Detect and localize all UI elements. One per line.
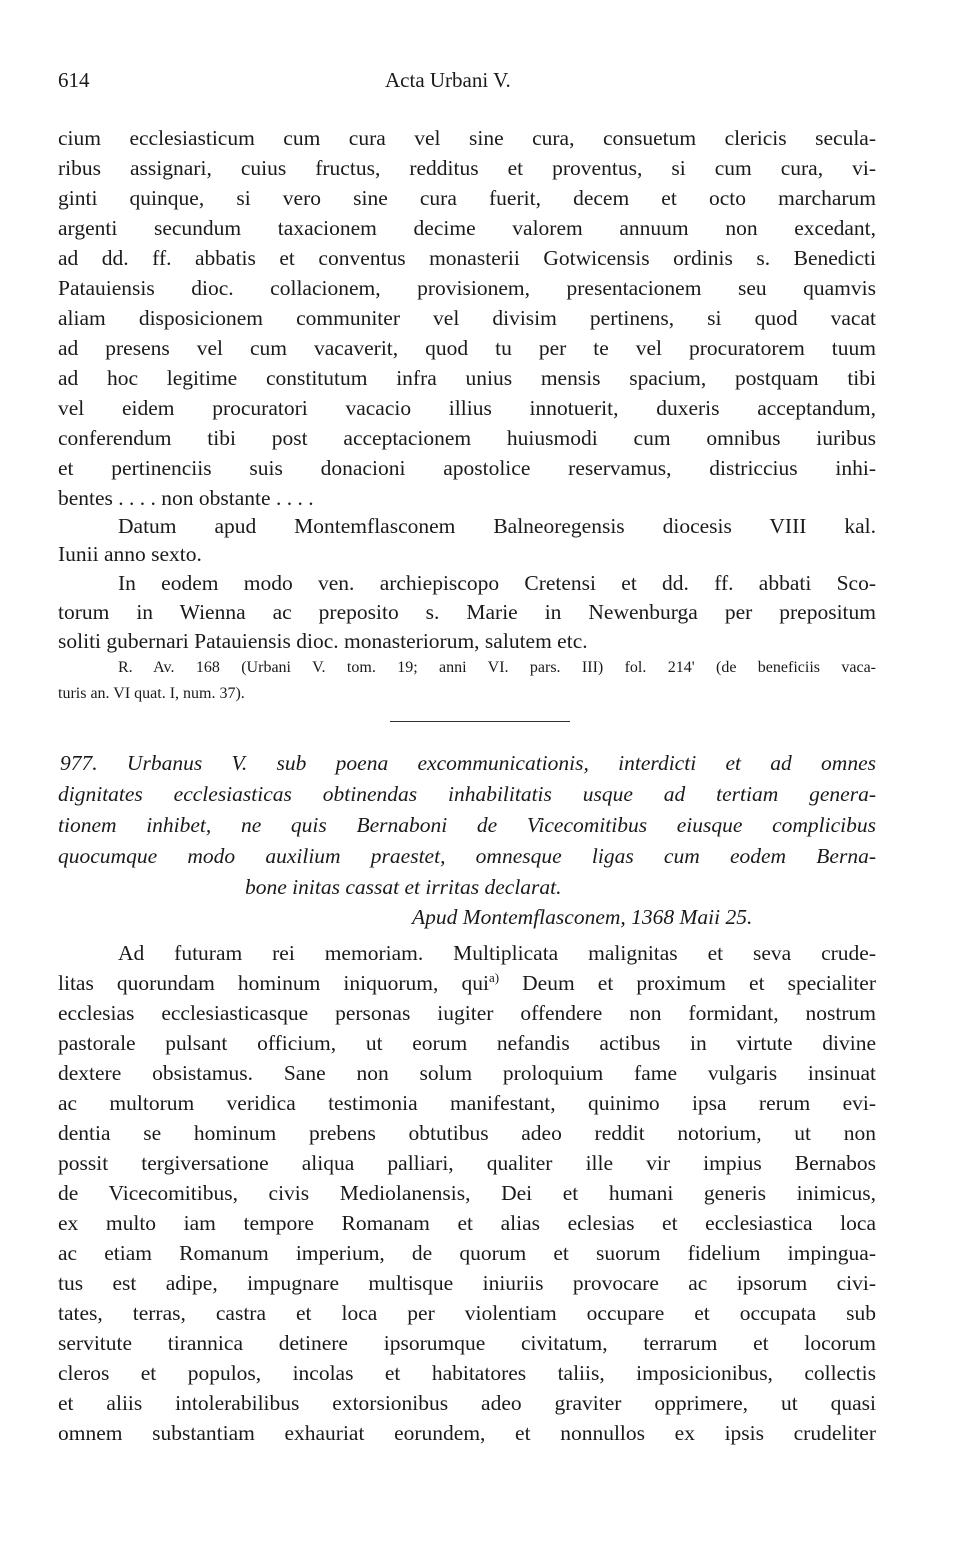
text-line: ginti quinque, si vero sine cura fuerit, decem et octo marcharum xyxy=(58,186,876,210)
text-line: ex multo iam tempore Romanam et alias eclesias et ecclesiastica loca xyxy=(58,1211,876,1235)
text-line: Iunii anno sexto. xyxy=(58,542,202,566)
text-line: dentia se hominum prebens obtutibus adeo reddit notorium, ut non xyxy=(58,1121,876,1145)
footnote-marker: a) xyxy=(488,970,500,985)
text-line: pastorale pulsant officium, ut eorum nefandis actibus in virtute divine xyxy=(58,1031,876,1055)
text-line: soliti gubernari Patauiensis dioc. monasteriorum, salutem etc. xyxy=(58,629,588,653)
section-divider xyxy=(390,721,570,722)
text-line: aliam disposicionem communiter vel divisim pertinens, si quod vacat xyxy=(58,306,876,330)
text-line: ribus assignari, cuius fructus, redditus et proventus, si cum cura, vi- xyxy=(58,156,876,180)
text-line: ad presens vel cum vacaverit, quod tu per te vel procuratorem tuum xyxy=(58,336,876,360)
text-line: torum in Wienna ac preposito s. Marie in Newenburga per prepositum xyxy=(58,600,876,624)
regest-line: bone initas cassat et irritas declarat. xyxy=(245,875,562,899)
text-line: cleros et populos, incolas et habitatores taliis, imposicionibus, collectis xyxy=(58,1361,876,1385)
page-number: 614 xyxy=(58,68,90,92)
text-segment: litas quorundam hominum iniquorum, qui xyxy=(58,971,489,995)
reference-line: R. Av. 168 (Urbani V. tom. 19; anni VI. pars. III) fol. 214' (de beneficiis vaca- xyxy=(118,659,876,676)
text-line: omnem substantiam exhauriat eorundem, et nonnullos ex ipsis crudeliter xyxy=(58,1421,876,1445)
text-line xyxy=(58,968,876,998)
regest-number: 977. xyxy=(60,751,98,775)
text-line: In eodem modo ven. archiepiscopo Cretensi et dd. ff. abbati Sco- xyxy=(118,571,876,595)
text-line: tates, terras, castra et loca per violentiam occupare et occupata sub xyxy=(58,1301,876,1325)
text-line: argenti secundum taxacionem decime valorem annuum non excedant, xyxy=(58,216,876,240)
regest-line: quocumque modo auxilium praestet, omnesque ligas cum eodem Berna- xyxy=(58,844,876,868)
text-line: ad hoc legitime constitutum infra unius mensis spacium, postquam tibi xyxy=(58,366,876,390)
place-date: Apud Montemflasconem, 1368 Maii 25. xyxy=(412,905,753,929)
text-line: conferendum tibi post acceptacionem huiusmodi cum omnibus iuribus xyxy=(58,426,876,450)
text-line: ecclesias ecclesiasticasque personas iugiter offendere non formidant, nostrum xyxy=(58,1001,876,1025)
text-line: Ad futuram rei memoriam. Multiplicata malignitas et seva crude- xyxy=(118,941,876,965)
text-line: Datum apud Montemflasconem Balneoregensis diocesis VIII kal. xyxy=(118,514,876,538)
regest-line xyxy=(60,748,876,778)
text-line: et aliis intolerabilibus extorsionibus adeo graviter opprimere, ut quasi xyxy=(58,1391,876,1415)
text-line: vel eidem procuratori vacacio illius innotuerit, duxeris acceptandum, xyxy=(58,396,876,420)
text-line: servitute tirannica detinere ipsorumque civitatum, terrarum et locorum xyxy=(58,1331,876,1355)
reference-line: turis an. VI quat. I, num. 37). xyxy=(58,685,245,702)
text-line: Patauiensis dioc. collacionem, provisionem, presentacionem seu quamvis xyxy=(58,276,876,300)
running-head: Acta Urbani V. xyxy=(385,68,511,92)
text-line: ac etiam Romanum imperium, de quorum et suorum fidelium impingua- xyxy=(58,1241,876,1265)
text-line: dextere obsistamus. Sane non solum proloquium fame vulgaris insinuat xyxy=(58,1061,876,1085)
text-line: ad dd. ff. abbatis et conventus monasterii Gotwicensis ordinis s. Benedicti xyxy=(58,246,876,270)
regest-text: Urbanus V. sub poena excommunicationis, interdicti et ad omnes xyxy=(126,751,876,775)
text-line: cium ecclesiasticum cum cura vel sine cura, consuetum clericis secula- xyxy=(58,126,876,150)
text-line: et pertinenciis suis donacioni apostolice reservamus, districcius inhi- xyxy=(58,456,876,480)
regest-line: tionem inhibet, ne quis Bernaboni de Vicecomitibus eiusque complicibus xyxy=(58,813,876,837)
text-line: tus est adipe, impugnare multisque iniuriis provocare ac ipsorum civi- xyxy=(58,1271,876,1295)
regest-line: dignitates ecclesiasticas obtinendas inhabilitatis usque ad tertiam genera- xyxy=(58,782,876,806)
text-line: bentes . . . . non obstante . . . . xyxy=(58,486,314,510)
text-line: de Vicecomitibus, civis Mediolanensis, Dei et humani generis inimicus, xyxy=(58,1181,876,1205)
text-line: ac multorum veridica testimonia manifestant, quinimo ipsa rerum evi- xyxy=(58,1091,876,1115)
text-line: possit tergiversatione aliqua palliari, qualiter ille vir impius Bernabos xyxy=(58,1151,876,1175)
text-segment: Deum et proximum et specialiter xyxy=(499,971,876,995)
